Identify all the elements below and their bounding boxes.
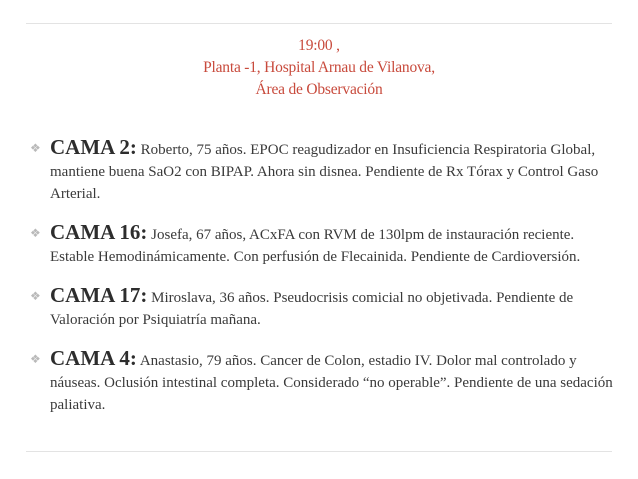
bottom-divider [26,451,612,452]
patient-list [30,136,616,416]
slide-title [0,35,638,101]
patient-item-cama-2 [30,136,616,205]
bullet-icon: ❖ [30,352,41,366]
patient-item-cama-17 [30,284,616,331]
title-location: Planta -1, Hospital Arnau de Vilanova, [203,59,435,76]
bullet-icon: ❖ [30,226,41,240]
patient-item-cama-16 [30,221,616,268]
top-divider [26,23,612,24]
title-area: Área de Observación [255,81,383,98]
bullet-icon: ❖ [30,289,41,303]
bed-label: CAMA 17: [50,283,148,307]
patient-item-cama-4 [30,347,616,416]
patient-summary: Miroslava, 36 años. Pseudocrisis comicial no objetivada. Pendiente de Valoración por Psiquiatría mañana. [50,290,574,328]
title-time: 19:00 , [298,37,340,54]
bed-label: CAMA 2: [50,135,137,159]
patient-summary: Anastasio, 79 años. Cancer de Colon, estadio IV. Dolor mal controlado y náuseas. Oclusión intestinal completa. Considerado “no operable”. Pendiente de una sedación paliativa. [50,353,613,413]
patient-summary: Josefa, 67 años, ACxFA con RVM de 130lpm de instauración reciente. Estable Hemodinámicamente. Con perfusión de Flecainida. Pendiente de Cardioversión. [50,227,581,265]
bed-label: CAMA 4: [50,346,137,370]
patient-summary: Roberto, 75 años. EPOC reagudizador en Insuficiencia Respiratoria Global, mantiene buena SaO2 con BIPAP. Ahora sin disnea. Pendiente de Rx Tórax y Control Gaso Arterial. [50,142,599,202]
bullet-icon: ❖ [30,141,41,155]
bed-label: CAMA 16: [50,220,148,244]
